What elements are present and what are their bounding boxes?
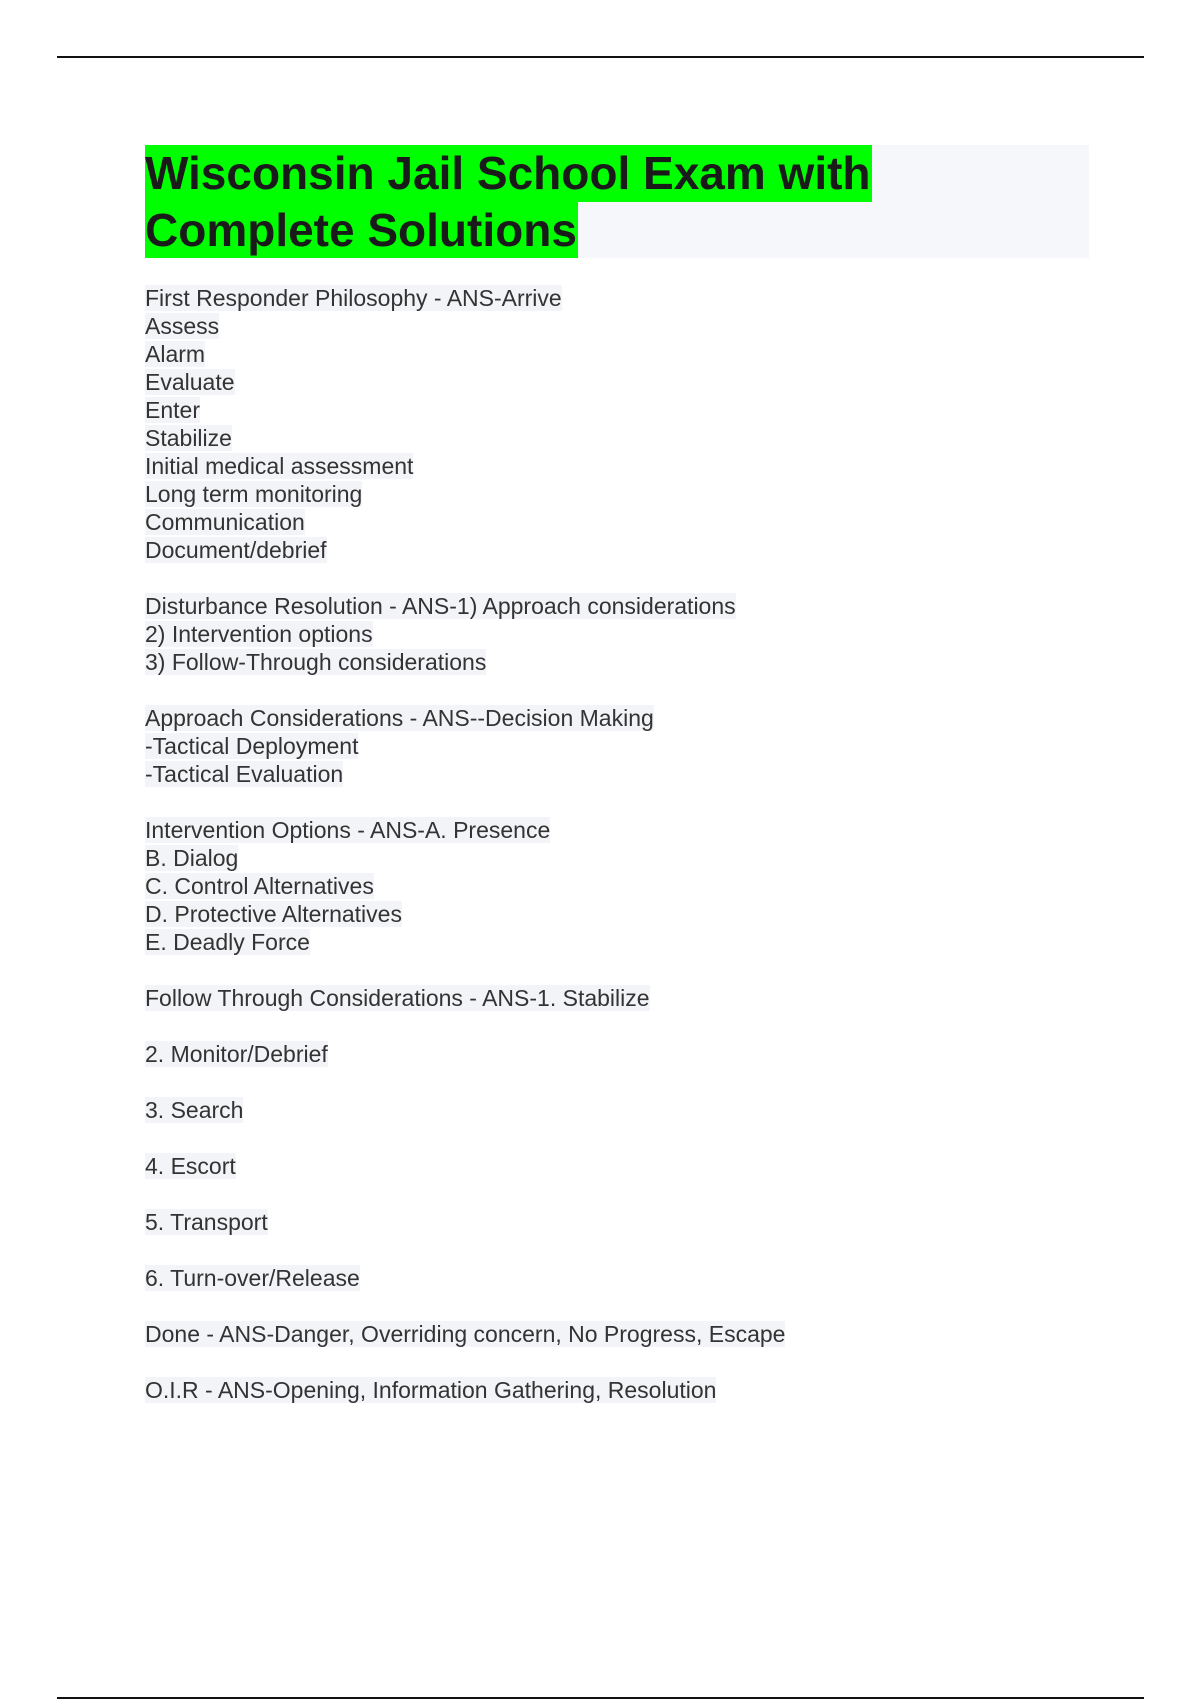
document-body bbox=[145, 284, 1105, 1404]
qa-question-line bbox=[145, 704, 1105, 732]
line-text: -Tactical Evaluation bbox=[145, 761, 344, 787]
qa-answer-line bbox=[145, 396, 1105, 424]
title-line-2: Complete Solutions bbox=[145, 202, 578, 259]
block-spacer bbox=[145, 956, 1105, 984]
qa-answer-line bbox=[145, 844, 1105, 872]
qa-block bbox=[145, 984, 1105, 1012]
qa-block bbox=[145, 1208, 1105, 1236]
block-spacer bbox=[145, 1292, 1105, 1320]
qa-block bbox=[145, 816, 1105, 956]
line-text: Stabilize bbox=[145, 425, 232, 451]
qa-block bbox=[145, 704, 1105, 788]
line-text: 2) Intervention options bbox=[145, 621, 373, 647]
qa-answer-line bbox=[145, 312, 1105, 340]
line-text: 5. Transport bbox=[145, 1209, 268, 1235]
line-text: 2. Monitor/Debrief bbox=[145, 1041, 328, 1067]
line-text: Alarm bbox=[145, 341, 206, 367]
line-text: C. Control Alternatives bbox=[145, 873, 374, 899]
qa-block bbox=[145, 1096, 1105, 1124]
qa-block bbox=[145, 1040, 1105, 1068]
qa-answer-line bbox=[145, 648, 1105, 676]
line-text: B. Dialog bbox=[145, 845, 239, 871]
qa-answer-line bbox=[145, 536, 1105, 564]
qa-block bbox=[145, 592, 1105, 676]
line-text: D. Protective Alternatives bbox=[145, 901, 402, 927]
qa-answer-line bbox=[145, 620, 1105, 648]
qa-answer-line bbox=[145, 508, 1105, 536]
qa-answer-line bbox=[145, 760, 1105, 788]
line-text: Done - ANS-Danger, Overriding concern, No Progress, Escape bbox=[145, 1321, 786, 1347]
block-spacer bbox=[145, 1068, 1105, 1096]
qa-answer-line bbox=[145, 368, 1105, 396]
qa-answer-line bbox=[145, 928, 1105, 956]
line-text: Document/debrief bbox=[145, 537, 327, 563]
qa-answer-line bbox=[145, 732, 1105, 760]
block-spacer bbox=[145, 676, 1105, 704]
line-text: Follow Through Considerations - ANS-1. Stabilize bbox=[145, 985, 650, 1011]
block-spacer bbox=[145, 1348, 1105, 1376]
qa-answer-line bbox=[145, 900, 1105, 928]
qa-block bbox=[145, 284, 1105, 564]
line-text: Assess bbox=[145, 313, 220, 339]
block-spacer bbox=[145, 564, 1105, 592]
qa-answer-line bbox=[145, 452, 1105, 480]
title-line-1: Wisconsin Jail School Exam with bbox=[145, 145, 872, 202]
qa-question-line bbox=[145, 816, 1105, 844]
line-text: Approach Considerations - ANS--Decision Making bbox=[145, 705, 654, 731]
line-text: Enter bbox=[145, 397, 200, 423]
qa-question-line bbox=[145, 1320, 1105, 1348]
header-rule bbox=[57, 56, 1144, 58]
line-text: First Responder Philosophy - ANS-Arrive bbox=[145, 285, 562, 311]
qa-question-line bbox=[145, 1152, 1105, 1180]
qa-block bbox=[145, 1376, 1105, 1404]
qa-answer-line bbox=[145, 340, 1105, 368]
line-text: 3. Search bbox=[145, 1097, 244, 1123]
line-text: Evaluate bbox=[145, 369, 235, 395]
block-spacer bbox=[145, 1236, 1105, 1264]
qa-answer-line bbox=[145, 424, 1105, 452]
line-text: Initial medical assessment bbox=[145, 453, 414, 479]
block-spacer bbox=[145, 788, 1105, 816]
line-text: 6. Turn-over/Release bbox=[145, 1265, 360, 1291]
qa-question-line bbox=[145, 592, 1105, 620]
block-spacer bbox=[145, 1124, 1105, 1152]
line-text: Intervention Options - ANS-A. Presence bbox=[145, 817, 551, 843]
qa-answer-line bbox=[145, 872, 1105, 900]
footer-rule bbox=[57, 1697, 1144, 1699]
block-spacer bbox=[145, 1180, 1105, 1208]
qa-question-line bbox=[145, 284, 1105, 312]
line-text: -Tactical Deployment bbox=[145, 733, 359, 759]
line-text: 3) Follow-Through considerations bbox=[145, 649, 487, 675]
line-text: Disturbance Resolution - ANS-1) Approach considerations bbox=[145, 593, 736, 619]
qa-block bbox=[145, 1264, 1105, 1292]
qa-question-line bbox=[145, 1264, 1105, 1292]
qa-block bbox=[145, 1152, 1105, 1180]
line-text: 4. Escort bbox=[145, 1153, 236, 1179]
qa-question-line bbox=[145, 1208, 1105, 1236]
document-title bbox=[145, 145, 872, 258]
qa-question-line bbox=[145, 1376, 1105, 1404]
block-spacer bbox=[145, 1012, 1105, 1040]
qa-question-line bbox=[145, 984, 1105, 1012]
qa-question-line bbox=[145, 1096, 1105, 1124]
line-text: Long term monitoring bbox=[145, 481, 363, 507]
qa-answer-line bbox=[145, 480, 1105, 508]
line-text: O.I.R - ANS-Opening, Information Gathering, Resolution bbox=[145, 1377, 717, 1403]
qa-block bbox=[145, 1320, 1105, 1348]
qa-question-line bbox=[145, 1040, 1105, 1068]
line-text: E. Deadly Force bbox=[145, 929, 310, 955]
line-text: Communication bbox=[145, 509, 305, 535]
